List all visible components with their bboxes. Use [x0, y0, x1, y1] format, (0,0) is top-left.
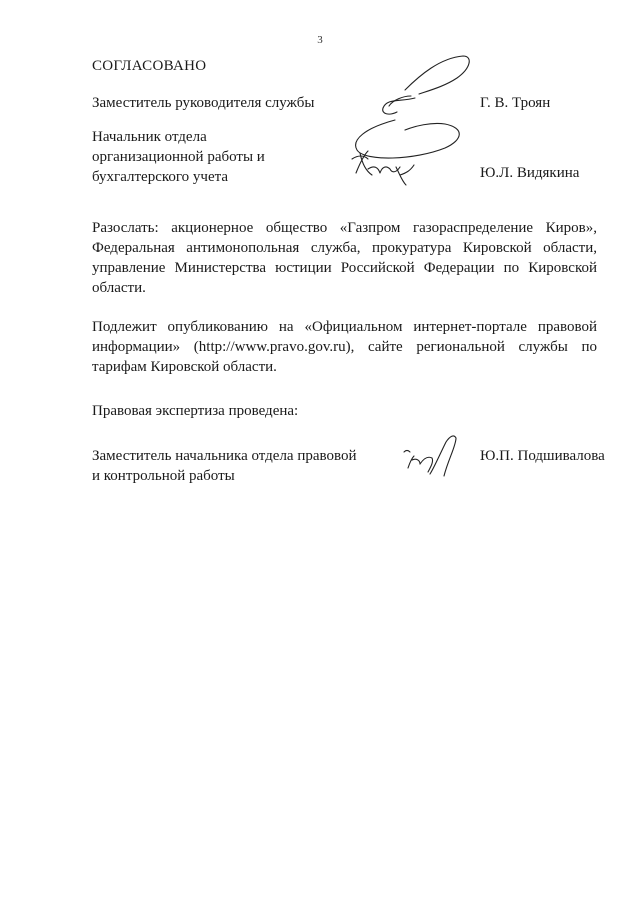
position-line: Заместитель руководителя службы	[92, 95, 315, 111]
signature-3-graphic	[400, 430, 464, 486]
signatory-1-name: Г. В. Троян	[480, 95, 551, 111]
position-line: Заместитель начальника отдела правовой	[92, 448, 357, 464]
approval-heading: СОГЛАСОВАНО	[92, 58, 207, 74]
position-line: и контрольной работы	[92, 468, 235, 484]
legal-review-position	[92, 446, 357, 486]
position-line: Начальник отдела	[92, 129, 207, 145]
page-number: 3	[317, 34, 323, 46]
signatory-2-name: Ю.Л. Видякина	[480, 165, 580, 181]
signatory-2-position	[92, 127, 265, 187]
distribution-paragraph: Разослать: акционерное общество «Газпром газораспределение Киров», Федеральная антимонопольная служба, прокуратура Кировской области, управление Министерства юстиции Российской Федерации по Кировской области.	[92, 220, 597, 296]
publication-paragraph: Подлежит опубликованию на «Официальном интернет-портале правовой информации» (http://www.pravo.gov.ru), сайте региональной службы по тарифам Кировской области.	[92, 319, 597, 375]
signature-2-graphic	[348, 145, 418, 190]
legal-review-name: Ю.П. Подшивалова	[480, 448, 605, 464]
signatory-1-position	[92, 93, 314, 113]
position-line: бухгалтерского учета	[92, 169, 229, 185]
legal-review-statement: Правовая экспертиза проведена:	[92, 403, 299, 419]
position-line: организационной работы и	[92, 149, 265, 165]
